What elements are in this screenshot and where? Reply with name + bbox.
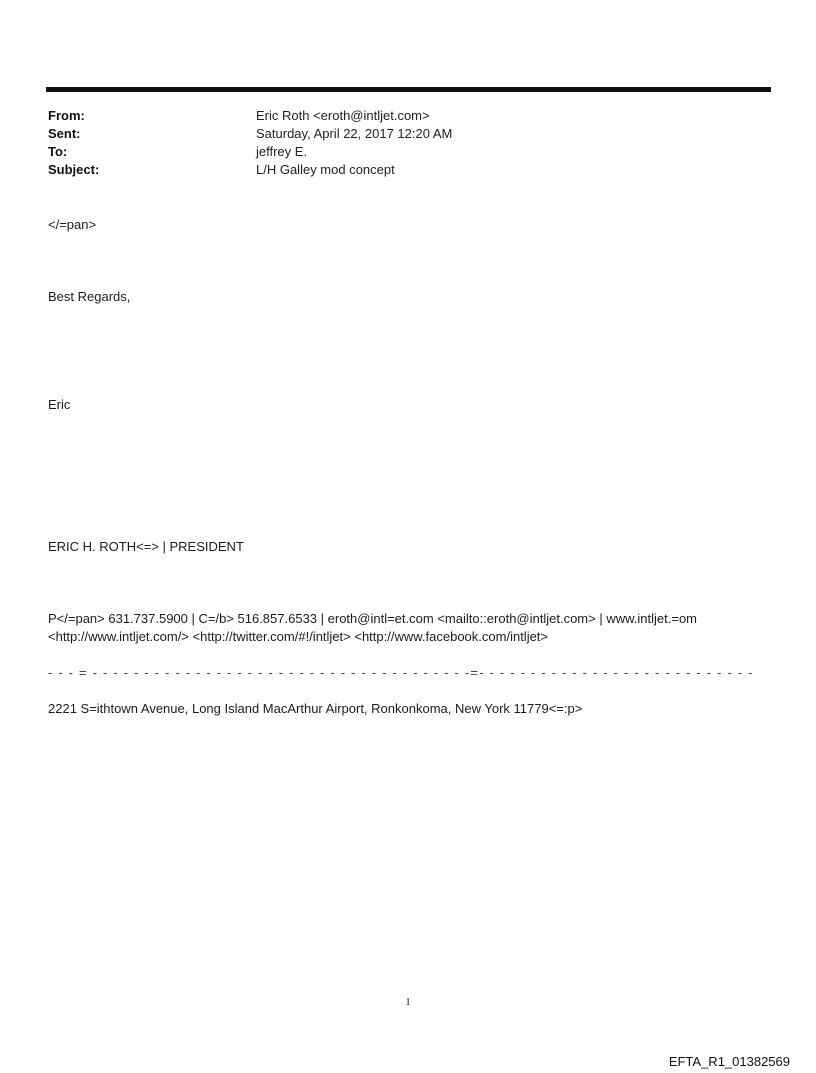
subject-value: L/H Galley mod concept <box>256 162 395 177</box>
from-value: Eric Roth <eroth@intljet.com> <box>256 108 430 123</box>
from-row <box>48 107 748 125</box>
header-rule <box>46 87 771 92</box>
signature-title: ERIC H. ROTH<=> | PRESIDENT <box>48 539 244 554</box>
document-id: EFTA_R1_01382569 <box>668 1054 790 1069</box>
separator-line: - - - = - - - - - - - - - - - - - - - - - - - - - - - - - - - - - - - - - - - - -=- - - - - - - - - - - - - - - - - - - - - - - - - - - <box>48 665 754 680</box>
pan-line: </=pan> <box>48 217 97 232</box>
subject-label: Subject: <box>48 162 100 177</box>
from-label: From: <box>48 108 85 123</box>
sent-label: Sent: <box>48 126 81 141</box>
to-label: To: <box>48 144 68 159</box>
to-value: jeffrey E. <box>256 144 308 159</box>
page-number: 1 <box>405 996 411 1008</box>
contact-line-1: P</=pan> 631.737.5900 | C=/b> 516.857.6533 | eroth@intl=et.com <mailto::eroth@intljet.com> | www.intljet.=om <box>48 611 697 626</box>
greeting: Best Regards, <box>48 289 131 304</box>
sender-name: Eric <box>48 397 71 412</box>
sent-value: Saturday, April 22, 2017 12:20 AM <box>256 126 453 141</box>
contact-line-2: <http://www.intljet.com/> <http://twitter.com/#!/intljet> <http://www.facebook.com/intljet> <box>48 629 549 644</box>
address-line: 2221 S=ithtown Avenue, Long Island MacArthur Airport, Ronkonkoma, New York 11779<=:p> <box>48 701 583 716</box>
email-header <box>48 107 748 179</box>
subject-row <box>48 161 748 179</box>
to-row <box>48 143 748 161</box>
sent-row <box>48 125 748 143</box>
